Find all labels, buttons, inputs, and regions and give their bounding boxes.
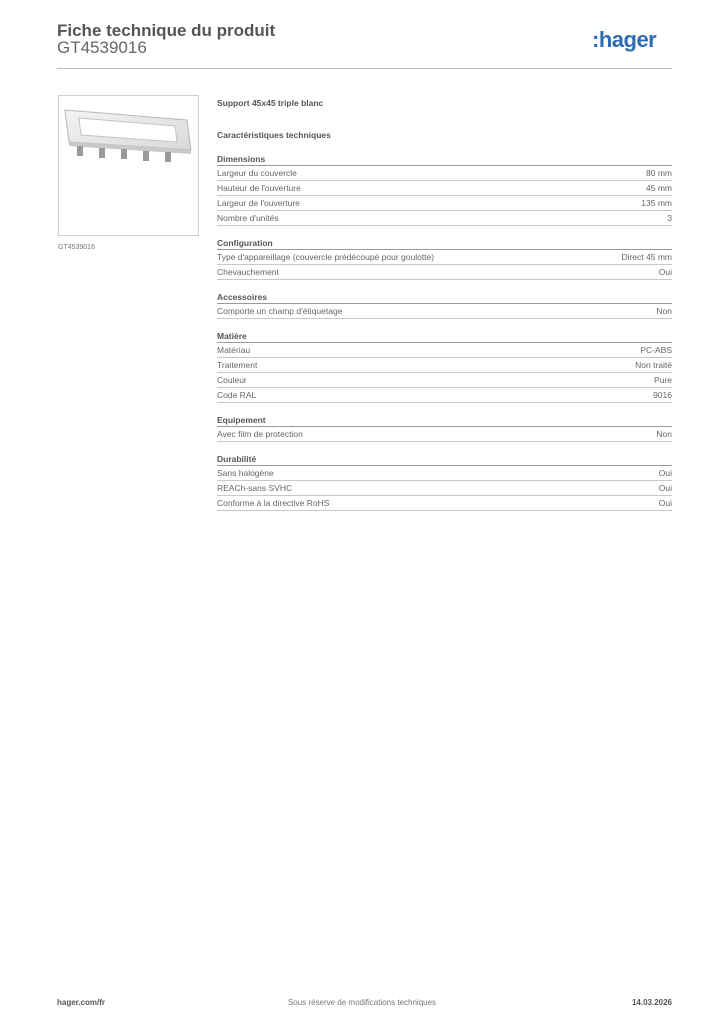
hager-logo: :hager [592,27,657,52]
spec-row: Hauteur de l'ouverture 45 mm [217,181,672,196]
spec-row: Avec film de protection Non [217,427,672,442]
spec-row: Matériau PC-ABS [217,343,672,358]
cover-plate-illustration [59,96,198,235]
footer-website: hager.com/fr [57,998,106,1007]
section-title: Configuration [217,237,672,250]
section-dimensions [217,153,672,226]
spec-row: Chevauchement Oui [217,265,672,280]
section-durabilite [217,453,672,511]
section-title: Matière [217,330,672,343]
image-caption: GT4539016 [58,244,95,251]
spec-row: Sans halogène Oui [217,466,672,481]
section-title: Durabilité [217,453,672,466]
section-equipement [217,414,672,442]
footer-date: 14.03.2026 [631,998,672,1007]
product-reference: GT4539016 [57,38,147,57]
section-title: Accessoires [217,291,672,304]
spec-row: Largeur du couvercle 80 mm [217,166,672,181]
section-accessoires [217,291,672,319]
spec-row: Conforme à la directive RoHS Oui [217,496,672,511]
product-image [58,95,199,236]
page-title: Fiche technique du produit [57,21,276,40]
spec-row: REACh-sans SVHC Oui [217,481,672,496]
spec-row: Code RAL 9016 [217,388,672,403]
section-title: Dimensions [217,153,672,166]
characteristics-heading: Caractéristiques techniques [217,130,331,140]
product-name: Support 45x45 triple blanc [217,98,324,108]
spec-row: Type d'appareillage (couvercle prédécoupé pour goulotte) Direct 45 mm [217,250,672,265]
footer-notice: Sous réserve de modifications techniques [287,998,437,1007]
spec-row: Traitement Non traité [217,358,672,373]
spec-row: Couleur Pure [217,373,672,388]
section-matiere [217,330,672,403]
section-title: Equipement [217,414,672,427]
spec-row: Largeur de l'ouverture 135 mm [217,196,672,211]
header-divider [57,68,672,69]
section-configuration [217,237,672,280]
spec-row: Comporte un champ d'étiquetage Non [217,304,672,319]
specification-table [217,96,672,511]
spec-row: Nombre d'unités 3 [217,211,672,226]
